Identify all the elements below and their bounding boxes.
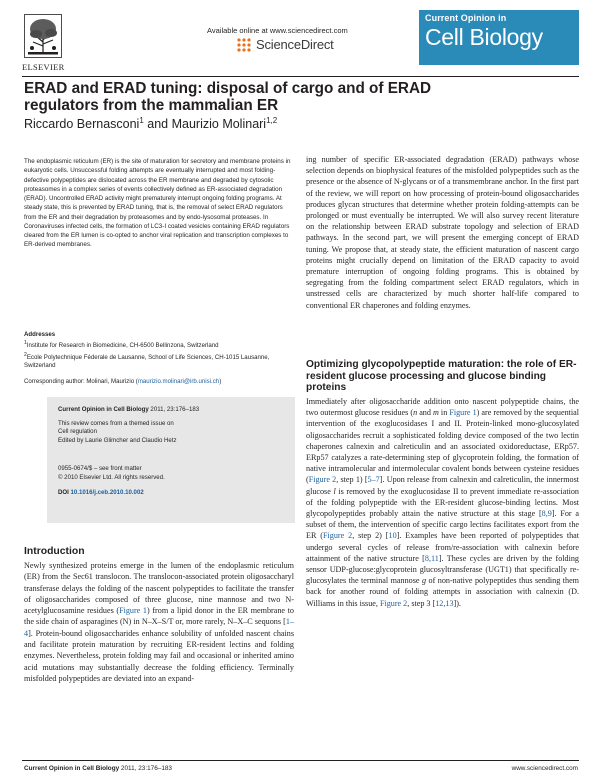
figure-link[interactable]: Figure 2 [308, 475, 337, 485]
sciencedirect-logo [236, 36, 356, 54]
figure-link[interactable]: Figure 1 [449, 408, 477, 418]
figure-link[interactable]: Figure 2 [379, 598, 408, 608]
sciencedirect-wordmark: ScienceDirect [256, 37, 334, 52]
available-online-text: Available online at www.sciencedirect.com [207, 26, 348, 35]
abstract: The endoplasmic reticulum (ER) is the site of maturation for secretory and membrane proteins in eukaryotic cells. Unsuccessful folding attempts are eventually interrupted and most folding-defective polypeptides are dislocated across the ER membrane and degraded by cytosolic proteasomes in a complex series of events collectively defined as ER-associated degradation (ERAD). Uncontrolled ERAD activity might prematurely interrupt ongoing folding programs. At steady state, this is prevented by ERAD tuning, that is, the removal of select ERAD regulators from the ER and their degradation by proteasomes and by endo-lysosomal proteases. In Coronaviruses infected cells, the formation of LC3-I coated vesicles containing ERAD regulators cleared from the ER lumen is co-opted to anchor viral replication and transcription complexes to ER-derived membranes. [24, 158, 291, 249]
author-separator: and [143, 117, 172, 132]
author-email-link[interactable]: maurizio.molinari@irb.unisi.ch [137, 378, 220, 385]
addresses-block [24, 331, 294, 371]
footer-citation: Current Opinion in Cell Biology 2011, 23:176–183 [24, 765, 172, 772]
addresses-heading: Addresses [24, 331, 56, 338]
address-line: $^1$Institute for Research in Biomedicine, CH-6500 Bellinzona, Switzerland [24, 340, 219, 350]
author-list [24, 116, 277, 131]
elsevier-tree-icon [24, 14, 62, 58]
doi-link[interactable]: 10.1016/j.ceb.2010.10.002 [70, 488, 144, 496]
author-affiliation-mark: 1 [139, 116, 144, 125]
right-column-paragraph: ing number of specific ER-associated degradation (ERAD) pathways whose selection depends on biophysical features of the misfolded polypeptides such as the presence or the absence of N-glycans or of a transmembrane anchor. In the first part of the review, we will report on how processing of protein-bound oligosaccharides produces glycan structures that determine whether protein folding-attempts can be prolonged or must eventually be interrupted. We will also survey recent literature on the relationship between ERAD substrate topology and selection of ERAD pathways. In the second part, we will present the emerging concept of ERAD tuning. We propose that, at steady state, the efficient maturation of nascent cargo proteins might crucially depend on limitation of the ERAD capacity to avoid premature interruption of ongoing folding programs. This is obtained by segregating from the folding compartment select ERAD regulators, which in unstressed cells are characterized by much shorter half-life compared to conventional ER chaperones and folding enzymes. [306, 155, 579, 310]
reference-link[interactable]: 12,13 [435, 598, 454, 608]
introduction-heading: Introduction [24, 546, 85, 557]
article-title: ERAD and ERAD tuning: disposal of cargo and of ERAD regulators from the mammalian ER [24, 80, 432, 114]
figure-link[interactable]: Figure 2 [323, 531, 353, 541]
elsevier-logo [24, 14, 62, 66]
infobox-citation: Current Opinion in Cell Biology 2011, 23:176–183 [58, 406, 200, 413]
infobox-theme: This review comes from a themed issue on Cell regulation Edited by Laurie Glimcher and Claudio Hetz [58, 419, 177, 444]
author-affiliation-mark: 1,2 [266, 116, 278, 125]
header-divider [22, 76, 579, 77]
footer-divider [22, 760, 579, 761]
address-line: $^2$Ecole Polytechnique Féderale de Lausanne, School of Life Sciences, CH-1015 Lausanne, Switzerland [24, 351, 270, 370]
reference-link[interactable]: 10 [388, 531, 397, 541]
article-info-box [47, 397, 295, 523]
infobox-doi: DOI 10.1016/j.ceb.2010.10.002 [58, 488, 144, 496]
reference-link[interactable]: 8,9 [541, 509, 552, 519]
journal-banner-line2: Cell Biology [425, 24, 543, 50]
section-paragraph: Immediately after oligosaccharide addition onto nascent polypeptide chains, the two outermost glucose residues (n and m in Figure 1) are removed by the sequential intervention of the exoglucosidases I and II. Protein-linked mono-glucosylated oligosaccharides recruit a sophisticated folding device composed of the two lectin chaperones calnexin and calreticulin and an associated oxidoreductase, ERp57. ERp57 catalyzes a rate-determining step of glycoprotein folding, the formation of native intramolecular and intermolecular covalent bonds between cysteine residues (Figure 2, step 1) [5–7]. Upon release from calnexin and calreticulin, the innermost glucose l is removed by the exoglucosidase II to prevent immediate re-association of the folding polypeptide with the ER-resident glucose-binding lectins. Most glycopolypeptides probably attain the native structure at this stage [8,9]. For a subset of them, the intervention of specific cargo lectins facilitates export from the ER (Figure 2, step 2) [10]. Examples have been reported of polypeptides that undergo several cycles of release from/re-association with calnexin before attainment of the native structure [8,11]. These cycles are driven by the folding sensor UDP-glucose:glycoprotein glucosyltransferase (UGT1) that specifically re-glucosylates the terminal mannose g of non-native polypeptides thus sending them back for another round of folding attempts in association with calnexin (D. Williams in this issue, Figure 2, step 3 [12,13]). [306, 397, 580, 608]
section-heading: Optimizing glycopolypeptide maturation: the role of ER-resident glucose processing and glucose binding proteins [306, 359, 577, 394]
corresponding-author: Corresponding author: Molinari, Maurizio (maurizio.molinari@irb.unisi.ch) [24, 378, 222, 385]
infobox-rights: 0955-0674/$ – see front matter © 2010 Elsevier Ltd. All rights reserved. [58, 465, 165, 481]
author-name: Maurizio Molinari [171, 117, 267, 132]
sciencedirect-dots-icon [236, 37, 252, 53]
journal-banner [419, 10, 579, 65]
reference-link[interactable]: 8,11 [424, 553, 439, 563]
footer-url[interactable]: www.sciencedirect.com [511, 765, 578, 772]
reference-link[interactable]: 1–4 [24, 617, 294, 638]
reference-link[interactable]: 5–7 [367, 475, 380, 485]
figure-link[interactable]: Figure 1 [119, 606, 147, 616]
publisher-name: ELSEVIER [22, 62, 65, 72]
introduction-paragraph: Newly synthesized proteins emerge in the lumen of the endoplasmic reticulum (ER) from the Sec61 translocon. The translocon-associated protein oligosaccharyl transferase delays the folding of the nascent polypeptides to facilitate the transfer of oligosaccharides composed of three glucose, nine mannose and two N-acetylglucosamine residues (Figure 1) from a lipid donor in the ER membrane to the side chain of asparagines (N) in N–X–S/T or, more rarely, N–X–C sequons [1–4]. Protein-bound oligosaccharides enhance solubility of unfolded nascent chains and facilitate protein maturation by recruiting ER-resident lectins and folding enzymes. Nevertheless, protein folding may fail and occasional or inherited amino acid mutations may substantially decrease the folding efficiency. Terminally misfolded polypeptides are deviated into an expand- [24, 561, 294, 683]
journal-banner-line1: Current Opinion in [425, 13, 507, 23]
author-name: Riccardo Bernasconi [24, 117, 140, 132]
